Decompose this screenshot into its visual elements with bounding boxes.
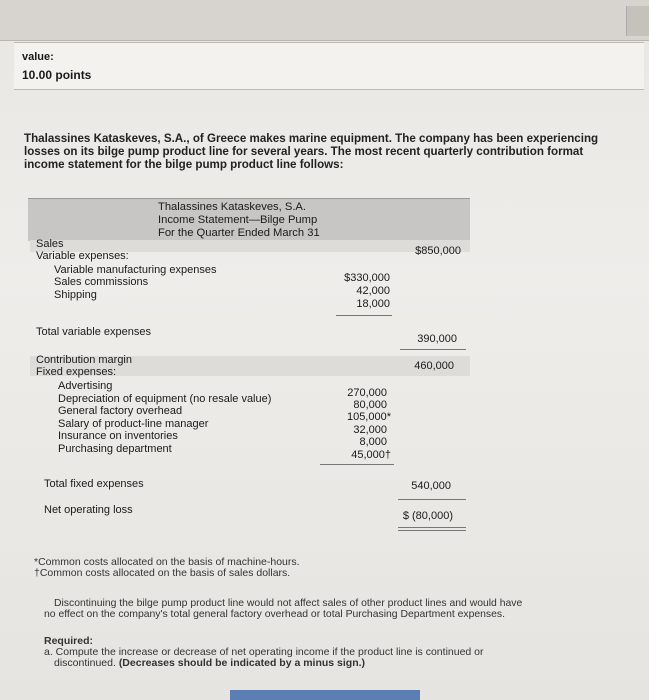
fixed-item-label: Depreciation of equipment (no resale value) [58,393,272,405]
discontinue-line: Discontinuing the bilge pump product line would not affect sales of other product lines and would have [54,598,523,609]
fixed-item-label: Salary of product-line manager [58,418,209,430]
double-underline [398,527,466,528]
problem-intro [24,132,634,171]
intro-line: income statement for the bilge pump product line follows: [24,158,344,171]
statement-title: Income Statement—Bilge Pump [158,214,318,226]
fixed-item-amount: 105,000* [346,411,391,423]
total-variable-label: Total variable expenses [36,326,151,338]
fixed-item-label: Purchasing department [58,443,172,455]
underline [320,464,394,465]
fixed-item-amount: 80,000 [353,399,387,411]
discontinue-line: no effect on the company's total general factory overhead or total Purchasing Department expenses. [44,609,505,620]
fixed-item-label: General factory overhead [58,405,183,417]
contribution-margin-label: Contribution margin [36,354,132,366]
required-item-a-cont [54,658,365,669]
contribution-margin-amount: 460,000 [414,360,454,372]
fixed-item-label: Insurance on inventories [58,430,178,442]
fixed-item-label: Advertising [58,380,113,392]
value-label: value: [22,51,54,63]
sales-total: $850,000 [415,245,461,257]
net-operating-loss-amount: $ (80,000) [402,510,453,522]
underline [398,499,466,500]
fixed-item-amount: 45,000† [351,449,391,461]
sales-label: Sales [36,238,64,250]
double-underline [398,530,466,531]
variable-item-amount: 18,000 [356,298,390,310]
statement-header [28,198,470,241]
variable-item-amount: 42,000 [356,285,390,297]
variable-item-amount: $330,000 [344,272,390,284]
fixed-item-amount: 32,000 [353,424,387,436]
intro-line: Thalassines Kataskeves, S.A., of Greece makes marine equipment. The company has been experiencing [24,132,599,145]
net-operating-loss-label: Net operating loss [44,504,133,516]
required-item-a: a. Compute the increase or decrease of net operating income if the product line is continued or [44,646,484,658]
top-bar [0,0,649,41]
fixed-item-amount: 270,000 [347,387,387,399]
variable-item-label: Variable manufacturing expenses [54,264,217,276]
statement-period: For the Quarter Ended March 31 [158,227,320,239]
footnote: †Common costs allocated on the basis of sales dollars. [34,567,291,579]
variable-item-label: Shipping [54,289,97,301]
fixed-item-amount: 8,000 [359,436,387,448]
scroll-box [626,6,649,36]
fixed-expenses-header: Fixed expenses: [36,366,117,378]
total-fixed-amount: 540,000 [411,480,451,492]
required-item-a-plain: discontinued. [54,657,116,669]
underline [400,349,466,350]
total-fixed-label: Total fixed expenses [44,478,144,490]
underline [336,315,392,316]
total-variable-amount: 390,000 [417,333,457,345]
points-value: 10.00 points [22,68,92,82]
company-name: Thalassines Kataskeves, S.A. [158,201,306,213]
intro-line: losses on its bilge pump product line for several years. The most recent quarterly contribution format [24,145,584,158]
footnote: *Common costs allocated on the basis of machine-hours. [34,556,300,568]
discontinue-note [44,598,649,620]
bottom-tab[interactable] [230,690,420,700]
variable-item-label: Sales commissions [54,276,149,288]
required-title: Required: [44,635,94,647]
required-item-a-bold: (Decreases should be indicated by a minus sign.) [118,657,366,669]
variable-expenses-header: Variable expenses: [36,250,129,262]
value-box [14,42,644,90]
